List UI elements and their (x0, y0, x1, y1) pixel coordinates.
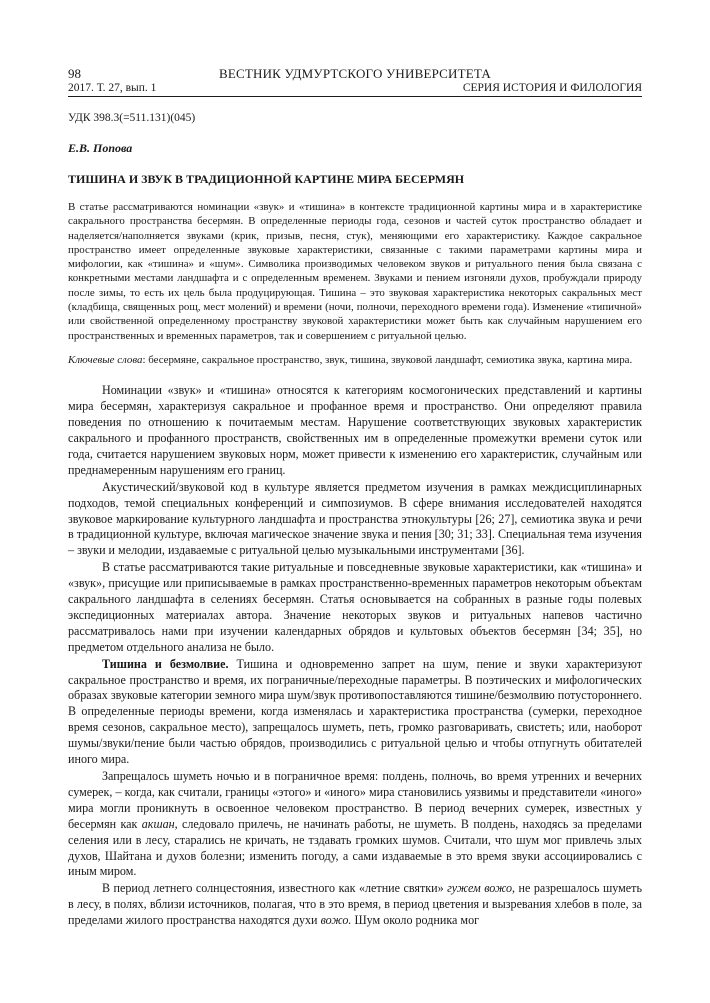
section-heading: Тишина и безмолвие. (102, 656, 229, 671)
running-header (68, 66, 642, 81)
article-title: ТИШИНА И ЗВУК В ТРАДИЦИОННОЙ КАРТИНЕ МИРА БЕСЕРМЯН (68, 172, 465, 186)
paragraph-4 (68, 657, 642, 768)
paragraph-2: Акустический/звуковой код в культуре является предметом изучения в рамках междисциплинарных подходов, темой специальных конференций и симпозиумов. В сфере внимания исследователей находятся звуковое маркирование культурного ландшафта и пространства этнокультуры [26; 27], семиотика звука и речи в традиционной культуре, включая магическое значение звука и пения [30; 31; 33]. Специальная тема изучения – звуки и мелодии, издаваемые с ритуальной целью музыкальными инструментами [36]. (68, 479, 642, 558)
paragraph-6-text-b: , не разрешалось шуметь в лесу, в полях, вблизи источников, полагая, что в это время, в период цветения и вызревания хлебов в поле, за пределами жилого пространства находятся духи (68, 881, 642, 928)
series-title: СЕРИЯ ИСТОРИЯ И ФИЛОЛОГИЯ (462, 82, 642, 94)
keywords-label: Ключевые слова (68, 353, 143, 366)
running-subheader (68, 81, 642, 97)
paragraph-5-text-b: , следовало прилечь, не начинать работы, не шуметь. В полдень, находясь за пределами селения или в лесу, старались не кричать, не тздавать громких шумов. Считали, что шум мог привлечь злых духов, Шайтана и духов болезни; изменить погоду, а сами издаваемые в это время звуки ассоциировались с иным миром. (68, 816, 642, 879)
volume-info: 2017. Т. 27, вып. 1 (68, 82, 157, 94)
page-number: 98 (68, 66, 81, 81)
paragraph-5-text-a: Запрещалось шуметь ночью и в пограничное время: полдень, полночь, во время утренних и вечерних сумерек, – когда, как считали, границы «этого» и «иного» мира становились уязвимы и представители «иного» мира могли проникнуть в освоенное человеком пространство. В период вечерних сумерек, известных у бесермян как (68, 769, 642, 831)
author-name: Е.В. Попова (68, 141, 133, 155)
paragraph-6-text-a: В период летнего солнцестояния, известного как «летние святки» (102, 881, 448, 896)
paragraph-5 (68, 769, 642, 880)
term-akshan: акшан (141, 816, 175, 831)
keywords-text: : бесермяне, сакральное пространство, звук, тишина, звуковой ландшафт, семиотика звука, картина мира. (142, 353, 633, 366)
paragraph-1: Номинации «звук» и «тишина» относятся к категориям космогонических представлений и картины мира бесермян, характеризуя сакральное и профанное время и пространство. Они определяют правила поведения по отношению к почитаемым местам. Нарушение соответствующих звуковых характеристик сакрального и профанного пространств, свойственных им в определенные промежутки времени суток или года, считается нарушением звуковых норм, может привести к изменению его характеристик, случайным или преднамеренным нарушениям его границ. (68, 383, 642, 477)
paragraph-6-text-c: Шум около родника мог (351, 913, 480, 928)
journal-page (68, 66, 642, 930)
keywords (68, 353, 642, 367)
term-vozho: вожо. (320, 913, 352, 928)
paragraph-3: В статье рассматриваются такие ритуальные и повседневные звуковые характеристики, как «тишина» и «звук», присущие или приписываемые в рамках пространственно-временных параметров некоторым объектам сакрального ландшафта в селениях бесермян. Статья основывается на собранных в разные годы полевых экспедиционных материалах автора. Значение некоторых звуков и ритуальных напевов частично рассматривалось нами при изучении календарных обрядов и культовых объектов бесермян [34; 35], но предметом отдельного анализа не было. (68, 560, 642, 654)
abstract: В статье рассматриваются номинации «звук» и «тишина» в контексте традиционной картины мира и в характеристике сакрального пространства бесермян. В определенные периоды года, сезонов и частей суток пространство обладает и наделяется/наполняется звуками (крик, призыв, песня, стук), меняющими его характеристику. Каждое сакральное пространство имеет определенные звуковые характеристики, связанные с такими параметрами картины мира и мифологии, как «тишина» и «шум». Символика производимых человеком звуков и ритуального пения была связана с конкретными местами ландшафта и с определенным временем. Звуками и пением изгоняли духов, пробуждали природу после зимы, то есть их цель была продуцирующая. Тишина – это звуковая характеристика некоторых сакральных мест (кладбища, священных рощ, мест молений) и времени (ночи, полночи, переходного времени года). Изменение «типичной» или свойственной определенному пространству звуковой характеристики может быть как случайным нарушением его пространственных и временных параметров, так и совершением с ритуальной целью. (68, 201, 642, 342)
paragraph-4-text: Тишина и одновременно запрет на шум, пение и звуки характеризуют сакральное пространство и время, их пограничные/переходные параметры. В поэтических и мифологических образах звуковые категории земного мира шум/звук противопоставляются тишине/безмолвию потустороннего. В определенные периоды времени, когда изменялась и характеристика пространства (сумерки, переходное время сезонов, сакральное место), запрещалось шуметь, петь, громко разговаривать, свистеть; или, наоборот шумы/звуки/пение были частью обрядов, производились с ритуальной целью и чтобы отпугнуть обитателей иного мира. (68, 656, 642, 767)
journal-title: ВЕСТНИК УДМУРТСКОГО УНИВЕРСИТЕТА (218, 66, 491, 81)
article-body (68, 383, 642, 929)
paragraph-6 (68, 881, 642, 929)
term-guzhem-vozho: гужем вожо (447, 881, 513, 896)
udc-code: УДК 398.3(=511.131)(045) (68, 112, 196, 124)
